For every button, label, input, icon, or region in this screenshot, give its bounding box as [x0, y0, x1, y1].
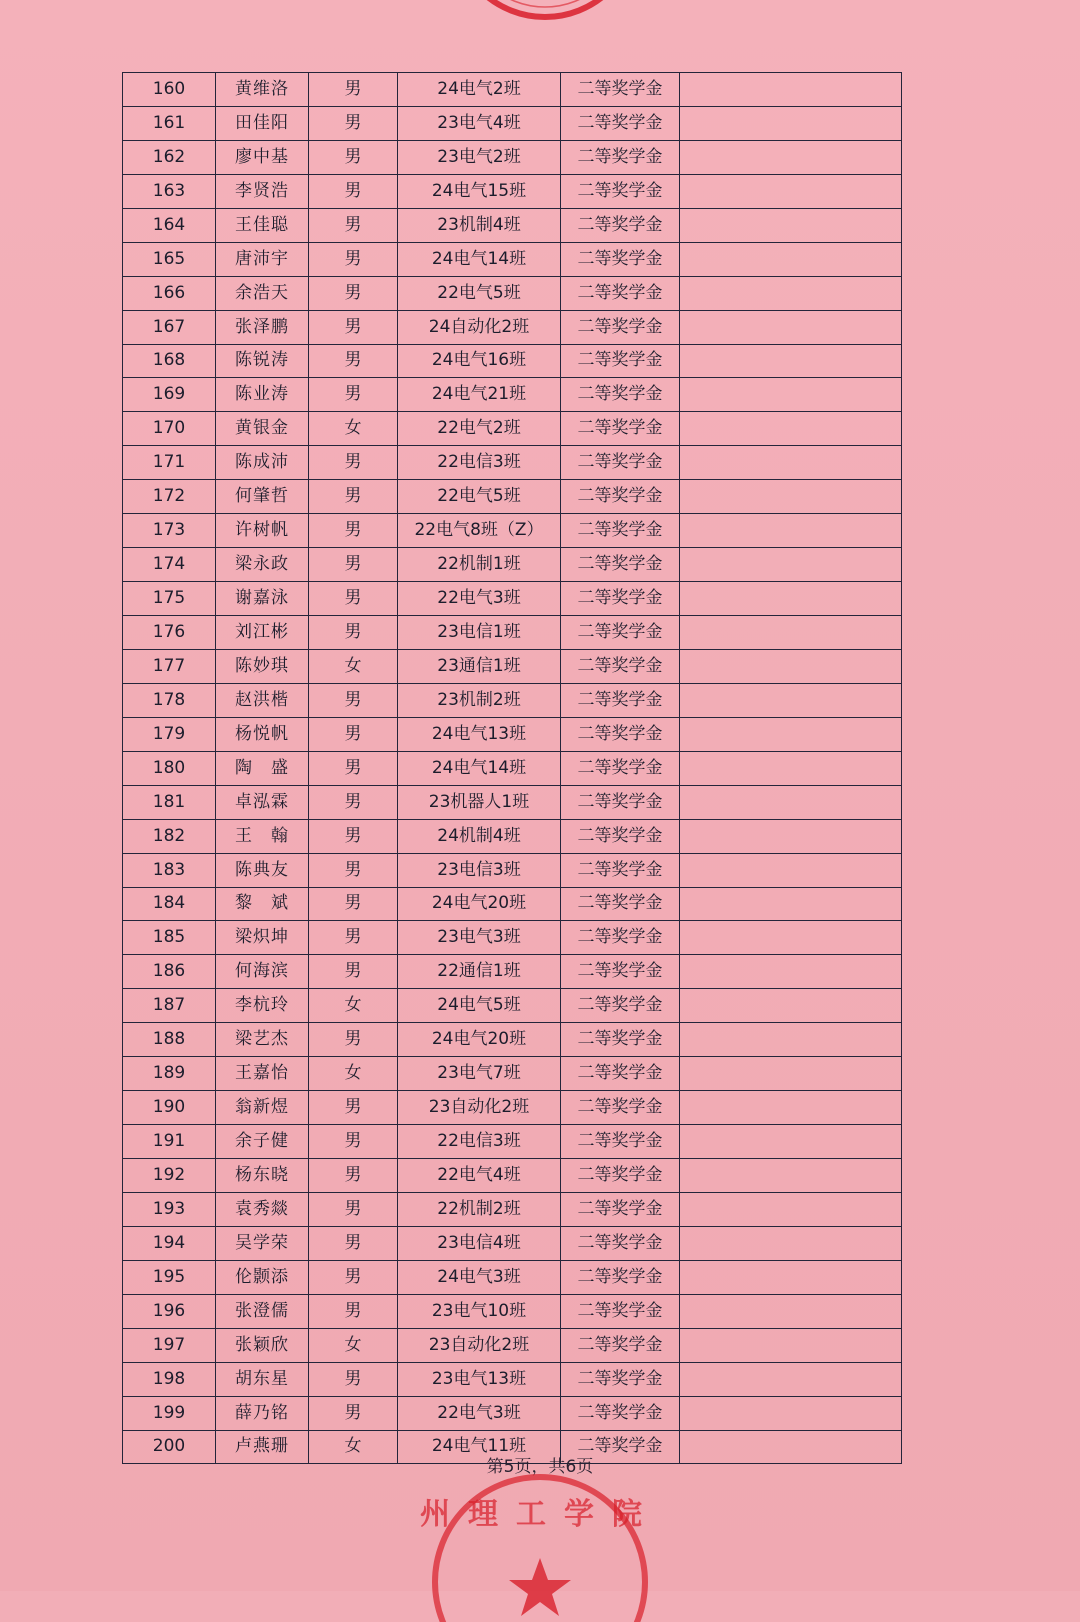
- cell-note: [680, 853, 902, 887]
- cell-award: 二等奖学金: [561, 514, 680, 548]
- cell-student-name: 唐沛宇: [216, 242, 309, 276]
- table-row: [123, 106, 902, 140]
- cell-gender: 男: [309, 819, 398, 853]
- table-row: [123, 717, 902, 751]
- cell-note: [680, 106, 902, 140]
- cell-award: 二等奖学金: [561, 887, 680, 921]
- cell-award: 二等奖学金: [561, 1362, 680, 1396]
- cell-note: [680, 1159, 902, 1193]
- cell-note: [680, 1260, 902, 1294]
- cell-class: 23电信1班: [398, 616, 561, 650]
- table-row: [123, 785, 902, 819]
- cell-award: 二等奖学金: [561, 1430, 680, 1464]
- cell-number: 183: [123, 853, 216, 887]
- cell-note: [680, 1362, 902, 1396]
- table-row: [123, 514, 902, 548]
- cell-award: 二等奖学金: [561, 1294, 680, 1328]
- cell-gender: 男: [309, 616, 398, 650]
- cell-number: 188: [123, 1023, 216, 1057]
- cell-student-name: 陈业涛: [216, 378, 309, 412]
- cell-award: 二等奖学金: [561, 921, 680, 955]
- cell-class: 23自动化2班: [398, 1091, 561, 1125]
- cell-number: 196: [123, 1294, 216, 1328]
- table-row: [123, 1294, 902, 1328]
- cell-note: [680, 582, 902, 616]
- cell-number: 177: [123, 649, 216, 683]
- cell-award: 二等奖学金: [561, 140, 680, 174]
- cell-gender: 男: [309, 310, 398, 344]
- cell-award: 二等奖学金: [561, 378, 680, 412]
- cell-number: 163: [123, 174, 216, 208]
- cell-note: [680, 208, 902, 242]
- cell-award: 二等奖学金: [561, 446, 680, 480]
- cell-number: 175: [123, 582, 216, 616]
- cell-number: 168: [123, 344, 216, 378]
- cell-class: 22电信3班: [398, 446, 561, 480]
- cell-number: 178: [123, 683, 216, 717]
- cell-note: [680, 616, 902, 650]
- cell-gender: 男: [309, 514, 398, 548]
- cell-note: [680, 514, 902, 548]
- cell-number: 171: [123, 446, 216, 480]
- cell-class: 24电气14班: [398, 242, 561, 276]
- cell-class: 23电气7班: [398, 1057, 561, 1091]
- cell-student-name: 翁新煜: [216, 1091, 309, 1125]
- cell-gender: 男: [309, 1362, 398, 1396]
- cell-gender: 男: [309, 73, 398, 107]
- cell-gender: 女: [309, 412, 398, 446]
- cell-number: 197: [123, 1328, 216, 1362]
- cell-gender: 男: [309, 1125, 398, 1159]
- table-row: [123, 378, 902, 412]
- cell-gender: 男: [309, 344, 398, 378]
- table-row: [123, 1125, 902, 1159]
- cell-class: 24自动化2班: [398, 310, 561, 344]
- cell-note: [680, 751, 902, 785]
- cell-student-name: 卓泓霖: [216, 785, 309, 819]
- cell-award: 二等奖学金: [561, 1057, 680, 1091]
- cell-gender: 女: [309, 649, 398, 683]
- cell-award: 二等奖学金: [561, 582, 680, 616]
- cell-student-name: 胡东星: [216, 1362, 309, 1396]
- cell-note: [680, 887, 902, 921]
- table-row: [123, 446, 902, 480]
- table-row: [123, 344, 902, 378]
- cell-award: 二等奖学金: [561, 1226, 680, 1260]
- table-row: [123, 73, 902, 107]
- cell-award: 二等奖学金: [561, 412, 680, 446]
- cell-gender: 男: [309, 276, 398, 310]
- cell-class: 24电气20班: [398, 1023, 561, 1057]
- cell-number: 185: [123, 921, 216, 955]
- cell-gender: 男: [309, 174, 398, 208]
- page-number-text: 第5页，共6页: [486, 1457, 594, 1477]
- cell-class: 23电气4班: [398, 106, 561, 140]
- cell-class: 22电信3班: [398, 1125, 561, 1159]
- cell-class: 22电气4班: [398, 1159, 561, 1193]
- roster-table-wrap: [122, 72, 902, 1494]
- cell-note: [680, 717, 902, 751]
- cell-student-name: 何肇哲: [216, 480, 309, 514]
- cell-gender: 男: [309, 208, 398, 242]
- cell-class: 24电气3班: [398, 1260, 561, 1294]
- cell-note: [680, 819, 902, 853]
- cell-number: 200: [123, 1430, 216, 1464]
- cell-gender: 男: [309, 582, 398, 616]
- cell-award: 二等奖学金: [561, 751, 680, 785]
- cell-student-name: 伦颢添: [216, 1260, 309, 1294]
- cell-student-name: 廖中基: [216, 140, 309, 174]
- cell-award: 二等奖学金: [561, 989, 680, 1023]
- table-row: [123, 276, 902, 310]
- cell-note: [680, 1226, 902, 1260]
- cell-award: 二等奖学金: [561, 1023, 680, 1057]
- cell-note: [680, 446, 902, 480]
- cell-class: 23自动化2班: [398, 1328, 561, 1362]
- cell-student-name: 张颖欣: [216, 1328, 309, 1362]
- cell-note: [680, 1125, 902, 1159]
- table-row: [123, 480, 902, 514]
- cell-award: 二等奖学金: [561, 616, 680, 650]
- cell-class: 22机制1班: [398, 548, 561, 582]
- cell-gender: 男: [309, 446, 398, 480]
- cell-number: 187: [123, 989, 216, 1023]
- cell-award: 二等奖学金: [561, 276, 680, 310]
- cell-number: 186: [123, 955, 216, 989]
- cell-note: [680, 683, 902, 717]
- cell-number: 176: [123, 616, 216, 650]
- cell-award: 二等奖学金: [561, 73, 680, 107]
- cell-number: 169: [123, 378, 216, 412]
- cell-student-name: 陈成沛: [216, 446, 309, 480]
- cell-class: 24电气20班: [398, 887, 561, 921]
- cell-award: 二等奖学金: [561, 480, 680, 514]
- cell-award: 二等奖学金: [561, 174, 680, 208]
- cell-note: [680, 1091, 902, 1125]
- cell-note: [680, 310, 902, 344]
- cell-student-name: 梁炽坤: [216, 921, 309, 955]
- cell-class: 24电气13班: [398, 717, 561, 751]
- cell-award: 二等奖学金: [561, 1159, 680, 1193]
- cell-class: 24机制4班: [398, 819, 561, 853]
- cell-note: [680, 1057, 902, 1091]
- cell-student-name: 杨悦帆: [216, 717, 309, 751]
- cell-student-name: 梁永政: [216, 548, 309, 582]
- cell-number: 164: [123, 208, 216, 242]
- cell-gender: 女: [309, 1328, 398, 1362]
- table-row: [123, 751, 902, 785]
- cell-class: 23机制4班: [398, 208, 561, 242]
- cell-award: 二等奖学金: [561, 1091, 680, 1125]
- cell-student-name: 张澄儒: [216, 1294, 309, 1328]
- cell-gender: 男: [309, 1226, 398, 1260]
- cell-student-name: 袁秀燚: [216, 1192, 309, 1226]
- cell-number: 172: [123, 480, 216, 514]
- cell-student-name: 王嘉怡: [216, 1057, 309, 1091]
- cell-number: 189: [123, 1057, 216, 1091]
- cell-student-name: 薛乃铭: [216, 1396, 309, 1430]
- cell-number: 190: [123, 1091, 216, 1125]
- cell-award: 二等奖学金: [561, 1192, 680, 1226]
- table-row: [123, 1226, 902, 1260]
- cell-student-name: 陈锐涛: [216, 344, 309, 378]
- cell-student-name: 何海滨: [216, 955, 309, 989]
- cell-student-name: 刘江彬: [216, 616, 309, 650]
- cell-gender: 男: [309, 1294, 398, 1328]
- cell-student-name: 陶 盛: [216, 751, 309, 785]
- table-row: [123, 1023, 902, 1057]
- cell-note: [680, 785, 902, 819]
- cell-number: 170: [123, 412, 216, 446]
- cell-student-name: 张泽鹏: [216, 310, 309, 344]
- cell-number: 162: [123, 140, 216, 174]
- table-row: [123, 887, 902, 921]
- cell-class: 23电气2班: [398, 140, 561, 174]
- cell-class: 24电气15班: [398, 174, 561, 208]
- cell-award: 二等奖学金: [561, 1260, 680, 1294]
- cell-student-name: 陈妙琪: [216, 649, 309, 683]
- cell-award: 二等奖学金: [561, 344, 680, 378]
- cell-award: 二等奖学金: [561, 310, 680, 344]
- cell-award: 二等奖学金: [561, 819, 680, 853]
- cell-gender: 男: [309, 1260, 398, 1294]
- table-row: [123, 853, 902, 887]
- cell-gender: 男: [309, 1091, 398, 1125]
- cell-gender: 男: [309, 717, 398, 751]
- cell-note: [680, 480, 902, 514]
- cell-note: [680, 955, 902, 989]
- cell-number: 194: [123, 1226, 216, 1260]
- table-row: [123, 310, 902, 344]
- cell-number: 179: [123, 717, 216, 751]
- cell-gender: 男: [309, 106, 398, 140]
- cell-note: [680, 1396, 902, 1430]
- cell-class: 23电信3班: [398, 853, 561, 887]
- cell-number: 165: [123, 242, 216, 276]
- cell-class: 24电气14班: [398, 751, 561, 785]
- cell-gender: 男: [309, 140, 398, 174]
- cell-gender: 男: [309, 1396, 398, 1430]
- cell-note: [680, 378, 902, 412]
- table-row: [123, 1057, 902, 1091]
- cell-award: 二等奖学金: [561, 683, 680, 717]
- cell-student-name: 卢燕珊: [216, 1430, 309, 1464]
- table-row: [123, 1396, 902, 1430]
- cell-note: [680, 548, 902, 582]
- cell-note: [680, 1328, 902, 1362]
- cell-class: 22电气3班: [398, 1396, 561, 1430]
- cell-award: 二等奖学金: [561, 242, 680, 276]
- cell-class: 22电气5班: [398, 276, 561, 310]
- cell-class: 24电气21班: [398, 378, 561, 412]
- cell-class: 23机制2班: [398, 683, 561, 717]
- cell-student-name: 田佳阳: [216, 106, 309, 140]
- table-row: [123, 208, 902, 242]
- table-row: [123, 412, 902, 446]
- cell-gender: 男: [309, 853, 398, 887]
- cell-gender: 女: [309, 1057, 398, 1091]
- cell-class: 23电气3班: [398, 921, 561, 955]
- cell-note: [680, 242, 902, 276]
- cell-gender: 男: [309, 921, 398, 955]
- cell-gender: 男: [309, 1023, 398, 1057]
- cell-student-name: 杨东晓: [216, 1159, 309, 1193]
- cell-student-name: 王佳聪: [216, 208, 309, 242]
- cell-student-name: 赵洪楷: [216, 683, 309, 717]
- cell-student-name: 黎 斌: [216, 887, 309, 921]
- cell-class: 22电气3班: [398, 582, 561, 616]
- cell-student-name: 李贤浩: [216, 174, 309, 208]
- cell-award: 二等奖学金: [561, 649, 680, 683]
- cell-class: 23机器人1班: [398, 785, 561, 819]
- seal-star-icon: [509, 1558, 571, 1616]
- cell-note: [680, 1294, 902, 1328]
- cell-note: [680, 989, 902, 1023]
- cell-number: 192: [123, 1159, 216, 1193]
- cell-gender: 男: [309, 378, 398, 412]
- cell-award: 二等奖学金: [561, 106, 680, 140]
- cell-class: 22电气8班（Z）: [398, 514, 561, 548]
- table-row: [123, 1091, 902, 1125]
- cell-student-name: 陈典友: [216, 853, 309, 887]
- seal-bottom-text: 州理工学院: [420, 1497, 660, 1532]
- cell-award: 二等奖学金: [561, 548, 680, 582]
- cell-gender: 女: [309, 1430, 398, 1464]
- cell-student-name: 黄维洛: [216, 73, 309, 107]
- official-seal-top: [440, 0, 650, 70]
- cell-gender: 女: [309, 989, 398, 1023]
- table-row: [123, 819, 902, 853]
- cell-gender: 男: [309, 242, 398, 276]
- cell-note: [680, 344, 902, 378]
- cell-number: 161: [123, 106, 216, 140]
- cell-number: 195: [123, 1260, 216, 1294]
- scholarship-roster-table: [122, 72, 902, 1464]
- cell-note: [680, 174, 902, 208]
- cell-note: [680, 649, 902, 683]
- cell-gender: 男: [309, 1192, 398, 1226]
- cell-note: [680, 73, 902, 107]
- cell-number: 193: [123, 1192, 216, 1226]
- cell-class: 23电信4班: [398, 1226, 561, 1260]
- cell-award: 二等奖学金: [561, 1328, 680, 1362]
- cell-number: 191: [123, 1125, 216, 1159]
- table-row: [123, 683, 902, 717]
- cell-number: 198: [123, 1362, 216, 1396]
- cell-gender: 男: [309, 683, 398, 717]
- official-seal-bottom: [415, 1462, 665, 1622]
- table-row: [123, 140, 902, 174]
- cell-number: 182: [123, 819, 216, 853]
- cell-number: 173: [123, 514, 216, 548]
- cell-note: [680, 412, 902, 446]
- table-row: [123, 1328, 902, 1362]
- cell-number: 174: [123, 548, 216, 582]
- table-row: [123, 1362, 902, 1396]
- cell-award: 二等奖学金: [561, 717, 680, 751]
- cell-class: 22电气2班: [398, 412, 561, 446]
- cell-number: 160: [123, 73, 216, 107]
- cell-class: 22机制2班: [398, 1192, 561, 1226]
- table-row: [123, 989, 902, 1023]
- cell-gender: 男: [309, 751, 398, 785]
- cell-note: [680, 1192, 902, 1226]
- cell-student-name: 余子健: [216, 1125, 309, 1159]
- cell-note: [680, 276, 902, 310]
- cell-number: 166: [123, 276, 216, 310]
- cell-number: 184: [123, 887, 216, 921]
- table-row: [123, 616, 902, 650]
- cell-number: 181: [123, 785, 216, 819]
- cell-note: [680, 1023, 902, 1057]
- cell-award: 二等奖学金: [561, 785, 680, 819]
- table-row: [123, 1260, 902, 1294]
- table-row: [123, 582, 902, 616]
- cell-class: 22电气5班: [398, 480, 561, 514]
- cell-award: 二等奖学金: [561, 1125, 680, 1159]
- cell-class: 24电气11班: [398, 1430, 561, 1464]
- cell-note: [680, 140, 902, 174]
- cell-number: 199: [123, 1396, 216, 1430]
- cell-student-name: 王 翰: [216, 819, 309, 853]
- cell-student-name: 李杭玲: [216, 989, 309, 1023]
- cell-award: 二等奖学金: [561, 853, 680, 887]
- table-row: [123, 548, 902, 582]
- cell-award: 二等奖学金: [561, 955, 680, 989]
- cell-student-name: 梁艺杰: [216, 1023, 309, 1057]
- cell-student-name: 许树帆: [216, 514, 309, 548]
- cell-class: 22通信1班: [398, 955, 561, 989]
- cell-student-name: 黄银金: [216, 412, 309, 446]
- cell-class: 23通信1班: [398, 649, 561, 683]
- cell-gender: 男: [309, 1159, 398, 1193]
- table-row: [123, 921, 902, 955]
- cell-class: 24电气2班: [398, 73, 561, 107]
- cell-note: [680, 921, 902, 955]
- table-row: [123, 174, 902, 208]
- cell-class: 24电气16班: [398, 344, 561, 378]
- cell-student-name: 谢嘉泳: [216, 582, 309, 616]
- cell-gender: 男: [309, 480, 398, 514]
- table-row: [123, 242, 902, 276]
- cell-student-name: 余浩天: [216, 276, 309, 310]
- cell-award: 二等奖学金: [561, 1396, 680, 1430]
- cell-gender: 男: [309, 785, 398, 819]
- cell-student-name: 吴学荣: [216, 1226, 309, 1260]
- table-row: [123, 1159, 902, 1193]
- cell-number: 180: [123, 751, 216, 785]
- cell-gender: 男: [309, 955, 398, 989]
- cell-award: 二等奖学金: [561, 208, 680, 242]
- cell-class: 23电气10班: [398, 1294, 561, 1328]
- cell-class: 23电气13班: [398, 1362, 561, 1396]
- cell-number: 167: [123, 310, 216, 344]
- table-row: [123, 1192, 902, 1226]
- table-row: [123, 649, 902, 683]
- table-row: [123, 955, 902, 989]
- cell-gender: 男: [309, 887, 398, 921]
- cell-gender: 男: [309, 548, 398, 582]
- cell-class: 24电气5班: [398, 989, 561, 1023]
